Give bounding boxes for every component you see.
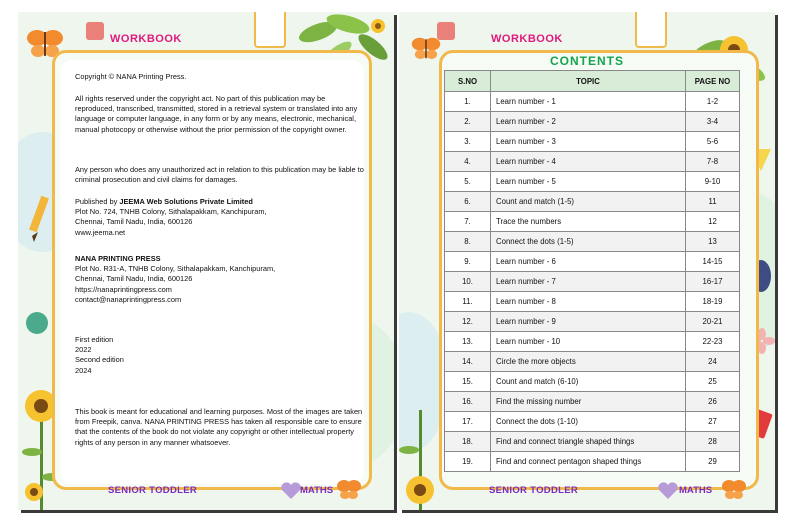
row-page: 7-8 [686, 152, 740, 172]
row-page: 29 [686, 452, 740, 472]
disclaimer-paragraph: This book is meant for educational and learning purposes. Most of the images are taken from Freepik, canva. NANA PRINTING PRESS has taken all responsible care to ensure that the contents of the book do not violate any copyright or other intellectual property rights of any person in any manner whatsoever. [75, 407, 363, 447]
footer-subject: MATHS [300, 485, 334, 496]
workbook-header: WORKBOOK [491, 33, 563, 45]
row-sno: 17. [445, 412, 491, 432]
row-topic: Learn number - 6 [491, 252, 686, 272]
row-sno: 7. [445, 212, 491, 232]
row-topic: Learn number - 3 [491, 132, 686, 152]
table-row [445, 212, 740, 232]
table-row [445, 312, 740, 332]
table-row [445, 332, 740, 352]
butterfly-icon [336, 478, 362, 500]
row-page: 22-23 [686, 332, 740, 352]
footer-level: SENIOR TODDLER [489, 485, 579, 496]
row-page: 12 [686, 212, 740, 232]
row-page: 24 [686, 352, 740, 372]
row-topic: Connect the dots (1-10) [491, 412, 686, 432]
pink-square-icon [86, 22, 104, 40]
row-page: 5-6 [686, 132, 740, 152]
row-page: 13 [686, 232, 740, 252]
row-sno: 9. [445, 252, 491, 272]
row-topic: Circle the more objects [491, 352, 686, 372]
table-row [445, 132, 740, 152]
table-row [445, 172, 740, 192]
table-row [445, 112, 740, 132]
row-page: 28 [686, 432, 740, 452]
row-sno: 14. [445, 352, 491, 372]
table-row [445, 232, 740, 252]
row-topic: Connect the dots (1-5) [491, 232, 686, 252]
row-topic: Learn number - 2 [491, 112, 686, 132]
table-row [445, 412, 740, 432]
row-page: 16-17 [686, 272, 740, 292]
row-topic: Find and connect triangle shaped things [491, 432, 686, 452]
rights-paragraph: All rights reserved under the copyright act. No part of this publication may be reproduced, transcribed, transmitted, stored in a retrieval system or translated into any language or computer language, in any form or by any means, electronic, mechanical, manual photocopy or otherwise without the prior permission of the copyright owner. [75, 94, 358, 134]
footer-subject: MATHS [679, 485, 713, 496]
publisher-block: Published by JEEMA Web Solutions Private Limited Plot No. 724, TNHB Colony, Sithalapakkam, Kanchipuram, Chennai, Tamil Nadu, India, 600126 www.jeema.net [75, 197, 267, 237]
table-row [445, 152, 740, 172]
table-row [445, 92, 740, 112]
table-row [445, 272, 740, 292]
row-sno: 8. [445, 232, 491, 252]
copyright-text: Copyright © NANA Printing Press. [75, 72, 187, 81]
row-page: 11 [686, 192, 740, 212]
row-sno: 2. [445, 112, 491, 132]
row-topic: Learn number - 1 [491, 92, 686, 112]
printer-block: NANA PRINTING PRESS Plot No. R31-A, TNHB Colony, Sithalapakkam, Kanchipuram, Chennai, Tamil Nadu, India, 600126 https://nanaprintingpress.com contact@nanaprintingpress.com [75, 254, 276, 304]
row-sno: 1. [445, 92, 491, 112]
row-topic: Trace the numbers [491, 212, 686, 232]
row-sno: 16. [445, 392, 491, 412]
footer-level: SENIOR TODDLER [108, 485, 198, 496]
row-page: 1-2 [686, 92, 740, 112]
table-row [445, 392, 740, 412]
heart-icon [657, 482, 679, 500]
table-row [445, 252, 740, 272]
green-dot-icon [26, 312, 48, 334]
row-sno: 10. [445, 272, 491, 292]
row-sno: 5. [445, 172, 491, 192]
table-row [445, 432, 740, 452]
row-page: 18-19 [686, 292, 740, 312]
row-page: 14-15 [686, 252, 740, 272]
workbook-header: WORKBOOK [110, 33, 182, 45]
table-row [445, 352, 740, 372]
row-topic: Count and match (6-10) [491, 372, 686, 392]
heart-icon [280, 482, 302, 500]
row-page: 27 [686, 412, 740, 432]
row-sno: 18. [445, 432, 491, 452]
table-header-row [445, 71, 740, 92]
page-tab [254, 12, 286, 48]
row-sno: 13. [445, 332, 491, 352]
row-topic: Learn number - 4 [491, 152, 686, 172]
table-row [445, 292, 740, 312]
sunflower-icon [399, 390, 443, 510]
column-header-topic: TOPIC [491, 71, 686, 92]
row-sno: 12. [445, 312, 491, 332]
table-row [445, 192, 740, 212]
row-topic: Find the missing number [491, 392, 686, 412]
row-topic: Count and match (1-5) [491, 192, 686, 212]
row-sno: 19. [445, 452, 491, 472]
row-topic: Find and connect pentagon shaped things [491, 452, 686, 472]
contents-table [444, 70, 740, 472]
row-topic: Learn number - 10 [491, 332, 686, 352]
page-tab [635, 12, 667, 48]
table-row [445, 372, 740, 392]
right-page [399, 12, 775, 510]
pencil-icon [28, 192, 50, 242]
butterfly-icon [721, 478, 747, 500]
column-header-page: PAGE NO [686, 71, 740, 92]
row-sno: 4. [445, 152, 491, 172]
row-sno: 3. [445, 132, 491, 152]
table-row [445, 452, 740, 472]
contents-title: CONTENTS [550, 54, 624, 68]
row-topic: Learn number - 8 [491, 292, 686, 312]
row-sno: 15. [445, 372, 491, 392]
row-sno: 11. [445, 292, 491, 312]
row-page: 26 [686, 392, 740, 412]
row-page: 20-21 [686, 312, 740, 332]
edition-block: First edition 2022 Second edition 2024 [75, 335, 124, 375]
liability-paragraph: Any person who does any unauthorized act in relation to this publication may be liable to criminal prosecution and civil claims for damages. [75, 165, 364, 185]
row-topic: Learn number - 9 [491, 312, 686, 332]
row-page: 25 [686, 372, 740, 392]
column-header-sno: S.NO [445, 71, 491, 92]
contents-table-body [445, 92, 740, 472]
row-sno: 6. [445, 192, 491, 212]
left-page [18, 12, 394, 510]
row-topic: Learn number - 5 [491, 172, 686, 192]
row-topic: Learn number - 7 [491, 272, 686, 292]
row-page: 9-10 [686, 172, 740, 192]
row-page: 3-4 [686, 112, 740, 132]
